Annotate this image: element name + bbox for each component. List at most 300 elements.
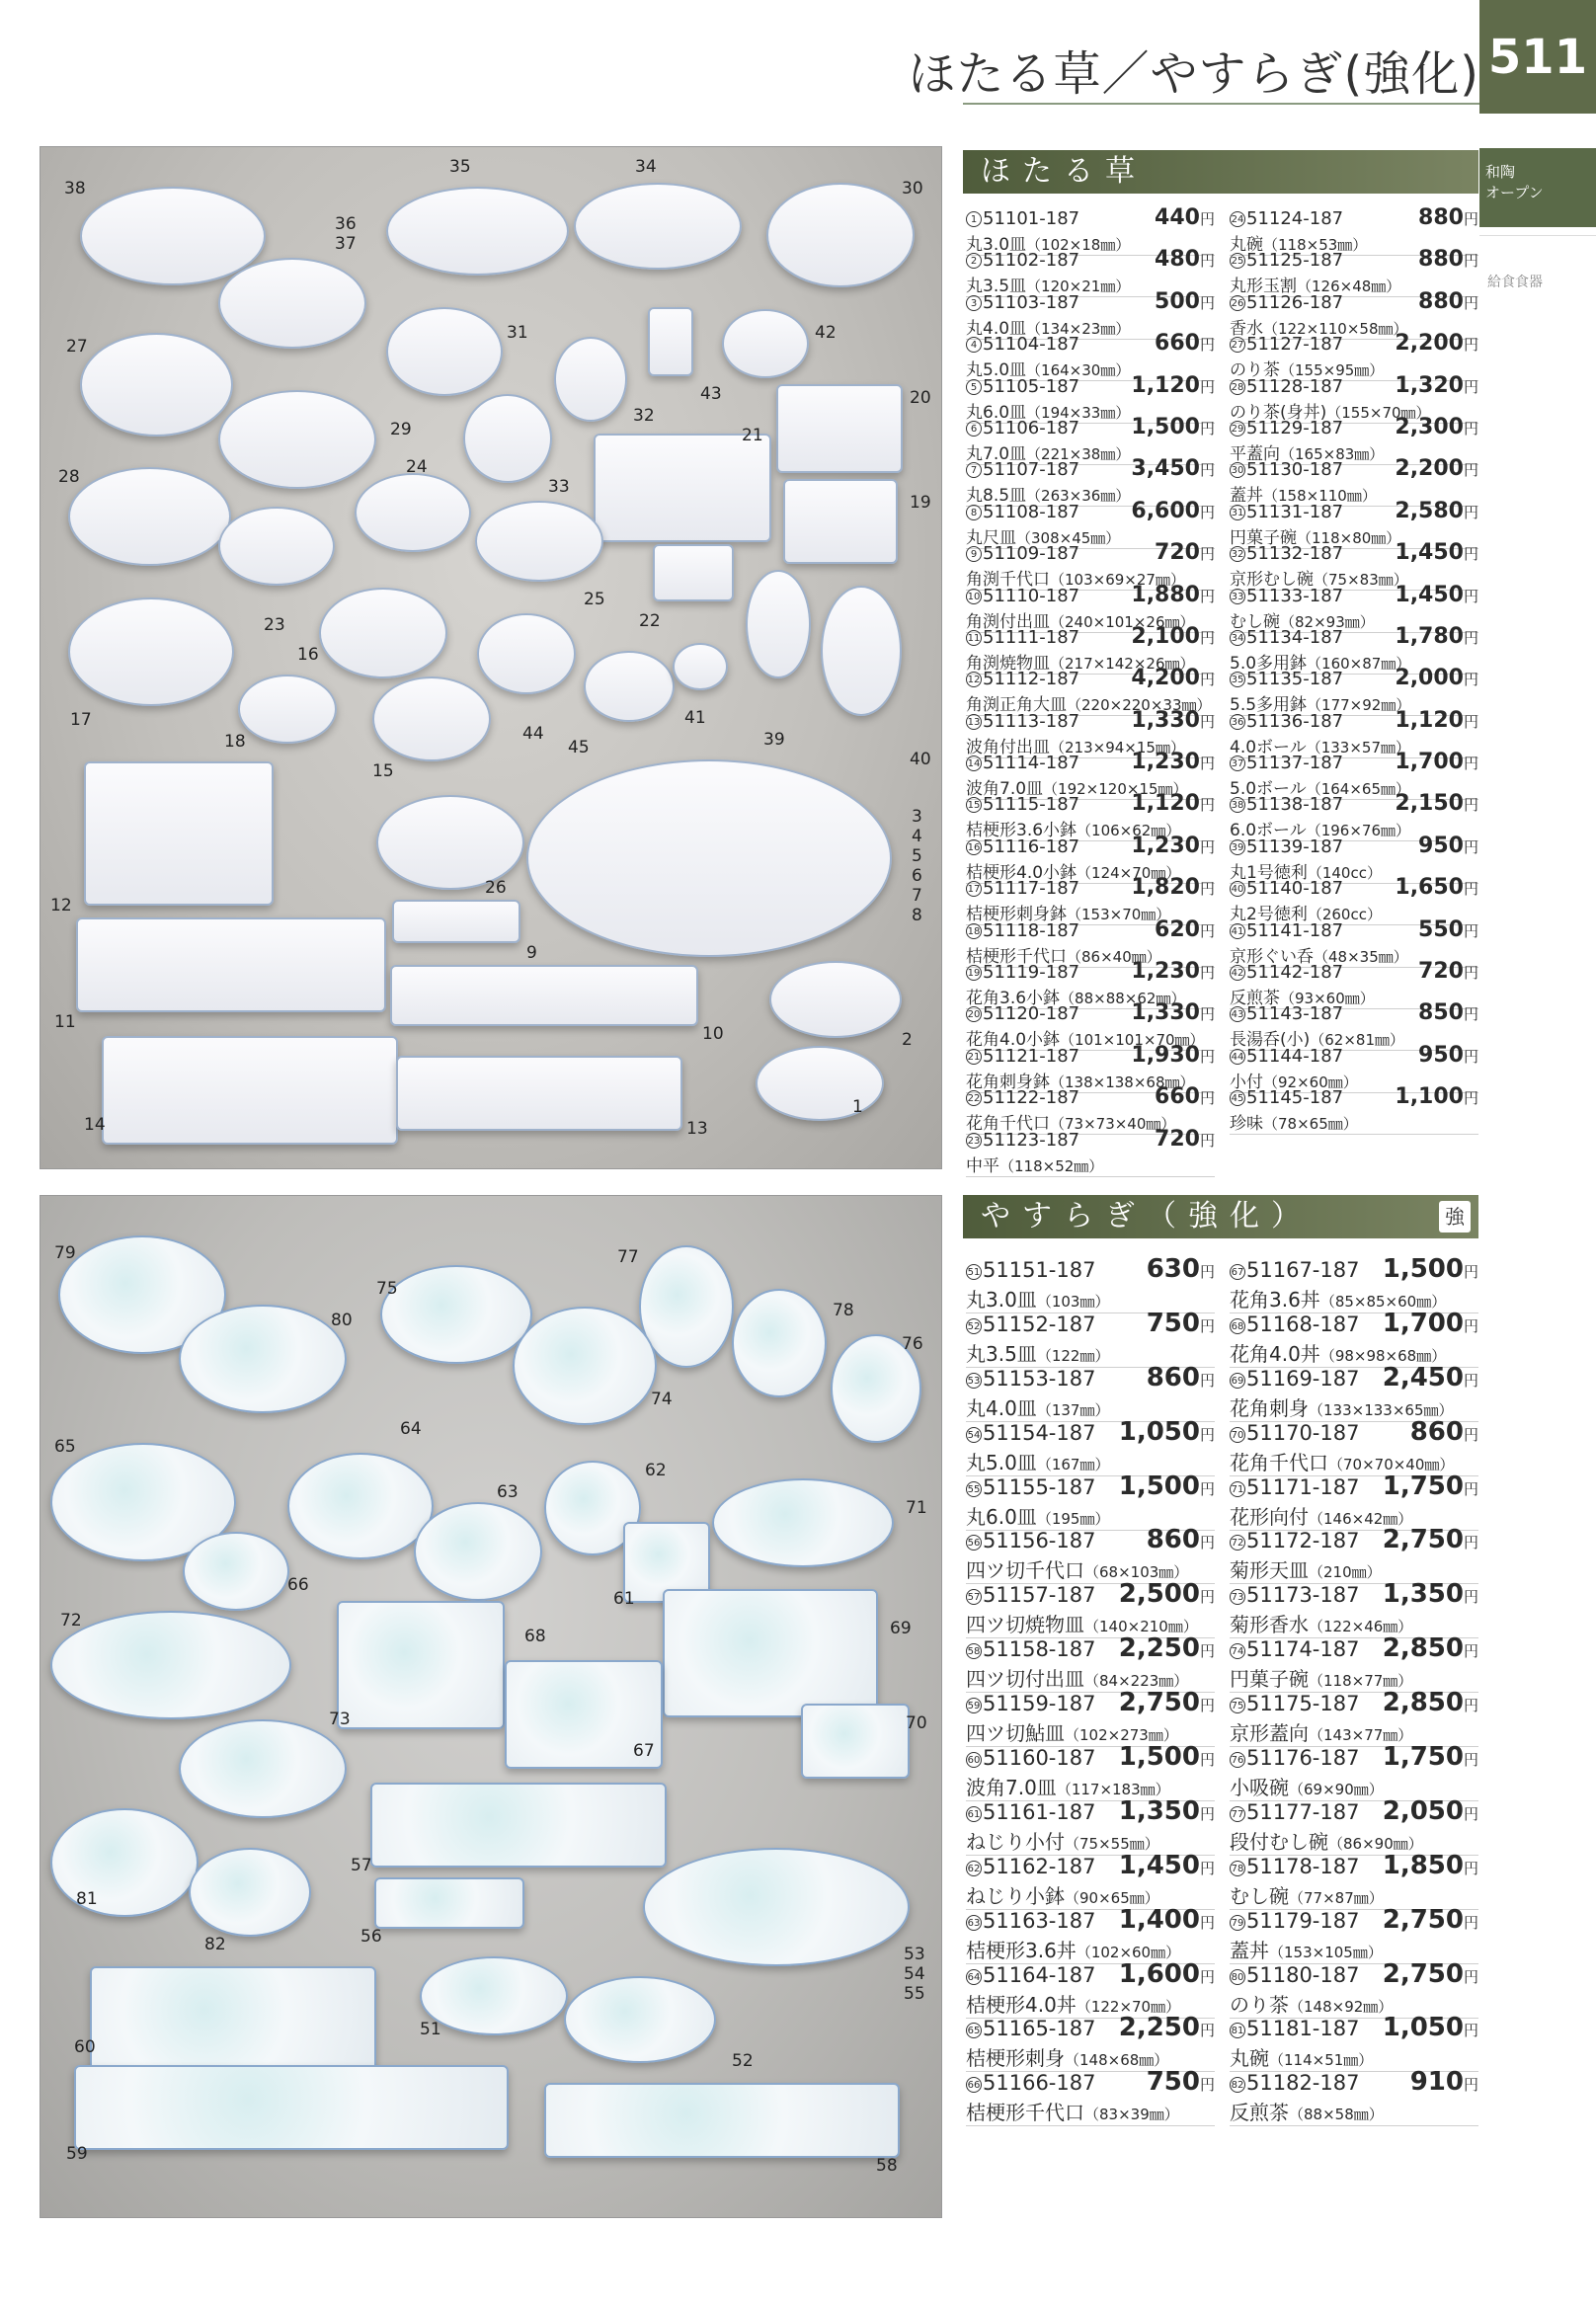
product-line (966, 1579, 1215, 1609)
product-name: 香水 (1230, 318, 1263, 339)
product-code: 32 51132-187 (1231, 543, 1344, 565)
product-name: のり茶 (1230, 1992, 1289, 2017)
item-number: 66 (966, 2077, 982, 2093)
item-number: 63 (966, 1915, 982, 1931)
product-size: （118×80㎜） (1297, 528, 1401, 547)
product-size: （102×60㎜） (1076, 1943, 1181, 1961)
product-size: （93×60㎜） (1280, 990, 1375, 1008)
product-code: 28 51128-187 (1231, 375, 1344, 397)
product-line (1230, 1905, 1478, 1935)
item-number: 15 (966, 797, 982, 813)
page-number: 511 (1479, 0, 1596, 114)
product-name: 花形向付 (1230, 1504, 1309, 1529)
product-line (1230, 2067, 1478, 2097)
product-name: 6.0ボール (1230, 821, 1307, 841)
item-number: 14 (966, 756, 982, 771)
product-name: 四ツ切鮎皿 (966, 1721, 1065, 1746)
product-name: 花角3.6丼 (1230, 1288, 1320, 1312)
product-name: 丸尺皿 (966, 527, 1016, 548)
plate-stack-53-55 (643, 1848, 910, 1966)
photo-label: 74 (651, 1390, 673, 1409)
photo-label: 77 (617, 1247, 639, 1267)
photo-label: 53 (904, 1945, 925, 1964)
product-price: 2,750円 (1118, 1688, 1215, 1718)
item-number: 3 (966, 295, 982, 311)
product-price: 2,750円 (1382, 1525, 1478, 1555)
photo-label: 79 (54, 1243, 76, 1263)
photo-label: 28 (58, 467, 80, 487)
bowl-28 (68, 467, 231, 566)
product-entry (1230, 1633, 1478, 1692)
product-size: （164×65㎜） (1306, 780, 1410, 799)
product-code: 79 51179-187 (1231, 1908, 1360, 1933)
product-size: （62×81㎜） (1310, 1031, 1405, 1050)
product-name: 段付むし碗 (1230, 1829, 1328, 1854)
photo-label: 62 (645, 1461, 667, 1480)
product-code: 66 51166-187 (967, 2071, 1096, 2096)
product-size: （217×142×26㎜） (1050, 654, 1195, 673)
plate-58 (544, 2083, 900, 2158)
price-list-hotarugusa-left (966, 205, 1215, 1176)
photo-label: 44 (522, 724, 544, 744)
item-number: 18 (966, 923, 982, 939)
price-list-yasuragi-right (1230, 1254, 1478, 2125)
product-price: 2,750円 (1382, 1904, 1478, 1935)
photo-label: 18 (224, 732, 246, 752)
product-name: 桔梗形3.6小鉢 (966, 821, 1077, 841)
product-name: 蓋丼 (1230, 486, 1263, 507)
photo-label: 69 (890, 1619, 912, 1638)
product-name: 桔梗形千代口 (966, 2101, 1084, 2125)
photo-label: 54 (904, 1964, 925, 1984)
product-code: 26 51126-187 (1231, 291, 1344, 313)
photo-label: 36 (335, 214, 357, 234)
photo-label: 56 (360, 1927, 382, 1947)
photo-label: 7 (912, 886, 922, 906)
product-code: 36 51136-187 (1231, 710, 1344, 732)
product-price: 860円 (1146, 1525, 1215, 1555)
product-price: 880円 (1418, 247, 1478, 273)
photo-label: 37 (335, 234, 357, 254)
product-line (1230, 1417, 1478, 1447)
product-code: 1 51101-187 (966, 208, 1079, 229)
product-price: 1,650円 (1395, 875, 1478, 901)
product-size: （213×94×15㎜） (1050, 738, 1185, 756)
product-name: 円菓子碗 (1230, 527, 1297, 548)
product-code: 72 51172-187 (1231, 1529, 1360, 1553)
product-code: 39 51139-187 (1231, 835, 1344, 857)
product-code: 6 51106-187 (966, 418, 1079, 438)
product-name: 丸3.5皿 (966, 1341, 1037, 1366)
product-size: （120×21㎜） (1026, 278, 1131, 296)
product-size: （160×87㎜） (1307, 654, 1411, 673)
photo-label: 16 (297, 645, 319, 665)
bowl-73 (179, 1719, 347, 1818)
product-size: （195㎜） (1036, 1509, 1110, 1528)
product-size: （210㎜） (1309, 1563, 1382, 1582)
photo-label: 75 (376, 1279, 398, 1299)
bowl-25 (475, 501, 603, 582)
product-size: （164×30㎜） (1026, 361, 1131, 380)
product-size: （148×68㎜） (1065, 2051, 1169, 2070)
photo-label: 82 (204, 1935, 226, 1954)
product-code: 77 51177-187 (1231, 1799, 1360, 1824)
side-tab-sub[interactable]: 給食食器 (1479, 235, 1596, 291)
product-name: のり茶(身丼) (1230, 402, 1327, 423)
product-name: むし碗 (1230, 611, 1280, 632)
item-number: 32 (1230, 546, 1245, 562)
product-entry (1230, 1579, 1478, 1637)
covered-bowl-27 (80, 333, 233, 437)
product-entry (966, 1471, 1215, 1529)
product-size: （122×70㎜） (1076, 1997, 1181, 2016)
item-number: 9 (966, 546, 982, 562)
product-entry (966, 1308, 1215, 1366)
photo-label: 81 (76, 1889, 98, 1909)
product-code: 11 51111-187 (967, 626, 1080, 648)
photo-label: 34 (635, 157, 657, 177)
product-price: 1,780円 (1395, 623, 1478, 649)
product-size: （85×85×60㎜） (1319, 1293, 1447, 1311)
product-price: 480円 (1155, 247, 1215, 273)
product-size: （140×210㎜） (1084, 1618, 1198, 1636)
photo-label: 9 (526, 943, 537, 963)
product-size: （118×77㎜） (1309, 1672, 1413, 1691)
product-size: （155×70㎜） (1326, 403, 1431, 422)
product-name: 桔梗形3.6丼 (966, 1938, 1077, 1962)
photo-label: 29 (390, 420, 412, 439)
product-price: 2,750円 (1382, 1958, 1478, 1989)
product-code: 34 51134-187 (1231, 626, 1344, 648)
product-size: （73×73×40㎜） (1050, 1115, 1176, 1134)
sake-bottle-39 (746, 570, 811, 678)
price-list-hotarugusa-right (1230, 205, 1478, 1135)
product-price: 1,050円 (1118, 1416, 1215, 1447)
product-size: （155×95㎜） (1280, 361, 1385, 380)
product-code: 44 51144-187 (1231, 1045, 1344, 1067)
product-price: 1,500円 (1118, 1471, 1215, 1501)
product-size: （77×87㎜） (1289, 1888, 1384, 1907)
product-size: （165×83㎜） (1280, 444, 1385, 463)
item-number: 51 (966, 1264, 982, 1280)
product-size: （82×93㎜） (1280, 612, 1375, 631)
product-name: 平蓋向 (1230, 443, 1280, 464)
item-number: 54 (966, 1427, 982, 1443)
product-name: 長湯呑(小) (1230, 1030, 1311, 1051)
product-entry (1230, 1417, 1478, 1472)
bowl-66 (183, 1532, 289, 1611)
product-name: 丸形玉割 (1230, 277, 1297, 297)
product-entry (966, 1417, 1215, 1472)
photo-label: 80 (331, 1311, 353, 1330)
product-price: 1,500円 (1382, 1254, 1478, 1284)
product-price: 2,050円 (1382, 1795, 1478, 1826)
item-number: 59 (966, 1698, 982, 1713)
product-price: 2,250円 (1118, 1633, 1215, 1664)
product-price: 910円 (1409, 2067, 1478, 2098)
product-code: 29 51129-187 (1231, 417, 1344, 438)
photo-label: 57 (351, 1856, 372, 1875)
product-price: 1,120円 (1131, 372, 1215, 398)
cup-82 (189, 1848, 311, 1937)
product-name: 波角付出皿 (966, 737, 1050, 757)
photo-label: 31 (507, 323, 528, 343)
product-size: （196×76㎜） (1306, 822, 1410, 840)
item-number: 40 (1230, 881, 1245, 897)
item-number: 13 (966, 714, 982, 730)
product-name: 角渕正角大皿 (966, 695, 1067, 716)
photo-label: 51 (420, 2020, 441, 2039)
photo-label: 30 (902, 179, 923, 199)
bowl-71 (712, 1478, 894, 1567)
bowl-81 (50, 1808, 199, 1917)
item-number: 72 (1230, 1535, 1245, 1551)
product-name: 5.0多用鉢 (1230, 653, 1308, 674)
product-price: 1,500円 (1118, 1742, 1215, 1773)
bowl-36-37 (218, 258, 366, 349)
product-name: 丸3.0皿 (966, 235, 1027, 255)
item-number: 58 (966, 1643, 982, 1659)
item-number: 5 (966, 379, 982, 395)
product-photo-hotarugusa (40, 146, 942, 1169)
product-code: 10 51110-187 (967, 585, 1080, 606)
product-code: 75 51175-187 (1231, 1692, 1360, 1716)
product-size: （84×223㎜） (1084, 1672, 1189, 1691)
product-name: 小吸碗 (1230, 1776, 1289, 1800)
covered-bowl-74 (513, 1307, 657, 1425)
product-price: 1,930円 (1131, 1042, 1215, 1068)
photo-label: 19 (910, 493, 931, 513)
product-price: 2,850円 (1382, 1688, 1478, 1718)
product-line (1230, 1959, 1478, 1989)
product-name: 角渕付出皿 (966, 611, 1050, 632)
item-number: 19 (966, 965, 982, 981)
photo-label: 41 (684, 708, 706, 728)
product-line (1230, 1309, 1478, 1338)
product-code: 7 51107-187 (966, 459, 1079, 480)
photo-label: 21 (742, 426, 763, 445)
item-number: 44 (1230, 1049, 1245, 1065)
product-size: （101×101×70㎜） (1060, 1031, 1205, 1050)
product-name: 珍味 (1230, 1114, 1263, 1135)
photo-label: 33 (548, 477, 570, 497)
page-header (0, 0, 1596, 117)
product-price: 1,230円 (1131, 750, 1215, 775)
product-size: （102×273㎜） (1065, 1726, 1178, 1745)
product-code: 64 51164-187 (967, 1962, 1096, 1987)
photo-label: 12 (50, 896, 72, 915)
product-price: 2,100円 (1131, 623, 1215, 649)
product-size: （114×51㎜） (1269, 2051, 1374, 2070)
product-code: 41 51141-187 (1231, 919, 1344, 941)
product-name: 丸1号徳利 (1230, 862, 1308, 883)
product-size: （78×65㎜） (1263, 1115, 1358, 1134)
product-line (966, 1417, 1215, 1447)
product-code: 70 51170-187 (1231, 1420, 1360, 1445)
photo-label: 64 (400, 1419, 422, 1439)
item-number: 76 (1230, 1752, 1245, 1768)
product-entry (1230, 2013, 1478, 2071)
product-size: （167㎜） (1036, 1455, 1110, 1473)
product-code: 61 51161-187 (967, 1799, 1096, 1824)
item-number: 21 (966, 1049, 982, 1065)
product-price: 720円 (1418, 959, 1478, 985)
product-size: （124×70㎜） (1077, 863, 1181, 882)
product-code: 59 51159-187 (967, 1692, 1096, 1716)
product-name: 四ツ切焼物皿 (966, 1613, 1084, 1637)
plate-57 (370, 1783, 667, 1868)
product-entry (966, 2067, 1215, 2125)
product-line (1230, 205, 1478, 230)
product-name: 四ツ切付出皿 (966, 1667, 1084, 1692)
photo-label: 38 (64, 179, 86, 199)
product-size: （106×62㎜） (1077, 822, 1181, 840)
product-entry (1230, 2067, 1478, 2125)
product-name: 京形ぐい呑 (1230, 946, 1314, 967)
product-name: 丸碗 (1230, 235, 1263, 255)
product-name: 5.0ボール (1230, 779, 1307, 800)
item-number: 17 (966, 881, 982, 897)
product-price: 3,450円 (1131, 456, 1215, 482)
cup-42 (722, 309, 809, 378)
product-price: 550円 (1418, 916, 1478, 942)
bowl-16 (319, 588, 447, 678)
product-entry (1230, 1525, 1478, 1583)
photo-label: 72 (60, 1611, 82, 1631)
photo-label: 73 (329, 1710, 351, 1729)
item-number: 69 (1230, 1373, 1245, 1389)
product-code: 20 51120-187 (967, 1003, 1080, 1025)
product-code: 65 51165-187 (967, 2017, 1096, 2041)
product-code: 31 51131-187 (1231, 501, 1344, 522)
photo-label: 2 (902, 1030, 913, 1050)
product-name: 桔梗形4.0小鉢 (966, 862, 1077, 883)
product-code: 3 51103-187 (966, 292, 1079, 313)
product-price: 1,350円 (1382, 1579, 1478, 1610)
product-line (1230, 1742, 1478, 1772)
product-size: （83×39㎜） (1084, 2106, 1179, 2124)
bowl-26 (376, 795, 524, 890)
side-tab-category[interactable]: 和陶 オープン (1479, 148, 1596, 227)
product-size: （140cc） (1307, 863, 1382, 882)
item-number: 79 (1230, 1915, 1245, 1931)
product-size: （122㎜） (1036, 1346, 1110, 1365)
photo-label: 11 (54, 1012, 76, 1032)
product-code: 38 51138-187 (1231, 794, 1344, 816)
product-line (1230, 1525, 1478, 1554)
product-name: のり茶 (1230, 360, 1280, 381)
item-number: 55 (966, 1481, 982, 1497)
item-number: 25 (1230, 253, 1245, 269)
dish-56 (374, 1877, 524, 1929)
product-desc (1230, 2097, 1478, 2126)
product-code: 51 51151-187 (967, 1258, 1096, 1282)
product-price: 1,230円 (1131, 833, 1215, 858)
product-entry (966, 1904, 1215, 1962)
product-code: 37 51137-187 (1231, 753, 1344, 774)
square-cup-70 (801, 1704, 910, 1779)
item-number: 78 (1230, 1861, 1245, 1876)
product-name: 四ツ切千代口 (966, 1558, 1084, 1583)
product-line (966, 1742, 1215, 1772)
product-code: 45 51145-187 (1231, 1087, 1344, 1109)
section-title-hotarugusa: ほたる草 (963, 150, 1478, 194)
product-size: （308×45㎜） (1016, 528, 1121, 547)
product-price: 1,450円 (1395, 582, 1478, 607)
product-code: 63 51163-187 (967, 1908, 1096, 1933)
item-number: 80 (1230, 1969, 1245, 1985)
product-size: （148×92㎜） (1289, 1997, 1394, 2016)
photo-label: 68 (524, 1627, 546, 1646)
product-code: 5 51105-187 (966, 376, 1079, 397)
item-number: 29 (1230, 421, 1245, 437)
product-price: 880円 (1418, 288, 1478, 314)
header-rule (963, 103, 1479, 105)
product-size: （118×52㎜） (999, 1156, 1104, 1175)
product-size: （69×90㎜） (1289, 1781, 1384, 1799)
square-bowl-20 (776, 384, 903, 473)
item-number: 30 (1230, 462, 1245, 478)
item-number: 7 (966, 462, 982, 478)
product-name: 蓋丼 (1230, 1938, 1269, 1962)
page-title: ほたる草／やすらぎ(強化) (908, 46, 1479, 102)
item-number: 41 (1230, 923, 1245, 939)
product-entry (1230, 1850, 1478, 1908)
photo-label: 26 (485, 878, 507, 898)
product-size: （117×183㎜） (1056, 1781, 1170, 1799)
covered-bowl-30 (766, 183, 915, 287)
square-bowl-19 (783, 479, 898, 564)
product-line (966, 1309, 1215, 1338)
product-price: 630円 (1146, 1254, 1215, 1284)
product-price: 1,450円 (1395, 540, 1478, 566)
product-name: ねじり小鉢 (966, 1883, 1065, 1908)
plate-59 (74, 2065, 509, 2150)
item-number: 60 (966, 1752, 982, 1768)
product-size: （86×40㎜） (1067, 947, 1161, 966)
product-entry (966, 1525, 1215, 1583)
product-price: 1,700円 (1382, 1308, 1478, 1338)
product-line (966, 1525, 1215, 1554)
item-number: 70 (1230, 1427, 1245, 1443)
square-cup-22 (653, 544, 734, 601)
photo-label: 70 (906, 1713, 927, 1733)
photo-label: 17 (70, 710, 92, 730)
bowl-24 (355, 473, 471, 552)
product-entry (966, 1958, 1215, 2017)
square-bowl-69 (663, 1589, 878, 1717)
product-size: （153×70㎜） (1067, 906, 1171, 924)
product-name: 丸3.5皿 (966, 277, 1027, 297)
plate-51 (420, 1956, 568, 2035)
item-number: 23 (966, 1133, 982, 1149)
product-price: 1,850円 (1382, 1850, 1478, 1880)
product-name: 中平 (966, 1155, 999, 1176)
product-line (1230, 1688, 1478, 1717)
product-code: 82 51182-187 (1231, 2071, 1360, 2096)
item-number: 6 (966, 421, 982, 437)
photo-label: 78 (833, 1301, 854, 1320)
product-price: 1,120円 (1395, 707, 1478, 733)
product-price: 2,250円 (1118, 2013, 1215, 2043)
cup-43 (648, 307, 693, 376)
item-number: 10 (966, 589, 982, 604)
product-code: 33 51133-187 (1231, 585, 1344, 606)
plate-10 (390, 965, 698, 1026)
product-code: 54 51154-187 (967, 1420, 1096, 1445)
product-price: 1,050円 (1382, 2013, 1478, 2043)
product-name: 菊形天皿 (1230, 1558, 1309, 1583)
